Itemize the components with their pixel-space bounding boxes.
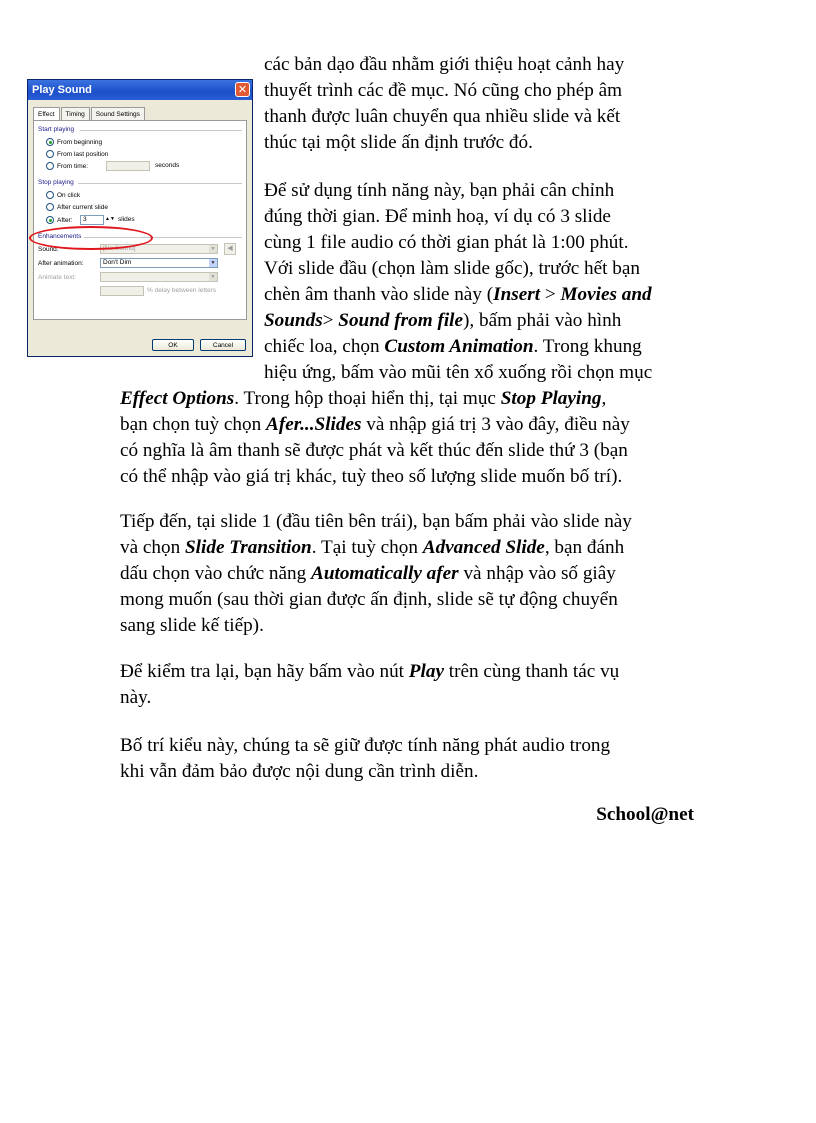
chevron-down-icon: ▼ (210, 260, 216, 266)
text-line (120, 282, 700, 308)
text-line (120, 308, 700, 334)
after-slides-input[interactable]: 3 (80, 215, 104, 225)
text-line (120, 130, 700, 156)
radio-off-icon (46, 191, 54, 199)
option-label: After current slide (57, 203, 108, 211)
text-line (120, 204, 700, 230)
text-line (120, 561, 700, 587)
emphasis-text: Custom Animation (384, 336, 534, 357)
signature: School@net (596, 804, 694, 825)
text-run: trên cùng thanh tác vụ (443, 661, 620, 682)
text-run: mong muốn (sau thời gian được ấn định, slide sẽ tự động chuyển (120, 589, 618, 610)
after-animation-label: After animation: (38, 260, 84, 267)
stop-playing-group: Stop playing (38, 179, 74, 186)
animate-text-label: Animate text: (38, 274, 76, 281)
emphasis-text: Movies and (560, 284, 652, 305)
text-line (120, 535, 700, 561)
text-run: > (322, 310, 339, 331)
text-run: có thể nhập vào giá trị khác, tuỳ theo số lượng slide muốn bố trí). (120, 466, 623, 487)
chevron-down-icon: ▼ (210, 274, 216, 280)
text-run: và nhập giá trị 3 vào đây, điều này (361, 414, 630, 435)
radio-on-click[interactable] (46, 191, 80, 199)
text-run: khi vẫn đảm bảo được nội dung cần trình diễn. (120, 761, 479, 782)
text-run: Để sử dụng tính năng này, bạn phải cân chỉnh (264, 180, 615, 201)
text-run: dấu chọn vào chức năng (120, 563, 312, 584)
text-run: này. (120, 687, 152, 708)
radio-off-icon (46, 203, 54, 211)
text-line (120, 52, 700, 78)
start-playing-group: Start playing (38, 126, 75, 133)
sound-label: Sound: (38, 246, 59, 253)
spin-icon[interactable]: ▲▼ (105, 216, 115, 222)
text-line (120, 386, 700, 412)
emphasis-text: Automatically afer (311, 563, 459, 584)
text-run: hiệu ứng, bấm vào mũi tên xổ xuống rồi chọn mục (264, 362, 653, 383)
slides-label: slides (118, 216, 135, 223)
emphasis-text: Stop Playing (500, 388, 602, 409)
paragraph-1 (120, 52, 700, 156)
text-run: chiếc loa, chọn (264, 336, 385, 357)
text-run: , bạn đánh (544, 537, 625, 558)
option-label: From last position (57, 150, 109, 158)
ok-button[interactable]: OK (152, 339, 194, 351)
paragraph-4 (120, 659, 700, 711)
enhancements-group: Enhancements (38, 233, 82, 240)
emphasis-text: Advanced Slide (422, 537, 545, 558)
close-icon[interactable]: ✕ (235, 82, 250, 97)
option-label: From time: (57, 162, 89, 170)
emphasis-text: Effect Options (120, 388, 235, 409)
option-label: From beginning (57, 138, 103, 146)
sound-value: [No Sound] (103, 245, 136, 252)
text-line (120, 78, 700, 104)
text-run: thanh được luân chuyển qua nhiều slide và kết (264, 106, 621, 127)
text-run: cùng 1 file audio có thời gian phát là 1:00 phút. (264, 232, 629, 253)
text-run: thúc tại một slide ấn định trước đó. (264, 132, 533, 153)
emphasis-text: Play (408, 661, 444, 682)
text-run: Tiếp đến, tại slide 1 (đầu tiên bên trái), bạn bấm phải vào slide này (120, 511, 632, 532)
text-run: Bố trí kiểu này, chúng ta sẽ giữ được tính năng phát audio trong (120, 735, 611, 756)
text-line (120, 613, 700, 639)
tab-effect[interactable]: Effect (33, 107, 60, 120)
text-line (120, 685, 700, 711)
from-time-input[interactable] (106, 161, 150, 171)
text-line (120, 334, 700, 360)
radio-after-slides[interactable] (46, 216, 73, 224)
radio-on-icon (46, 216, 54, 224)
radio-from-last-position[interactable] (46, 150, 108, 158)
text-run: và nhập vào số giây (458, 563, 616, 584)
option-label: On click (57, 191, 81, 199)
cancel-button[interactable]: Cancel (200, 339, 246, 351)
text-run: Với slide đầu (chọn làm slide gốc), trước hết bạn (264, 258, 640, 279)
paragraph-5 (120, 733, 700, 785)
text-line (120, 360, 700, 386)
speaker-icon[interactable]: ◀ (224, 243, 236, 255)
text-line (120, 438, 700, 464)
text-run: Để kiểm tra lại, bạn hãy bấm vào nút (120, 661, 409, 682)
text-run: bạn chọn tuỳ chọn (120, 414, 267, 435)
paragraph-2 (120, 178, 700, 490)
text-line (120, 256, 700, 282)
seconds-label: seconds (155, 162, 180, 169)
text-run: > (540, 284, 561, 305)
text-run: , (601, 388, 607, 409)
emphasis-text: Slide Transition (185, 537, 312, 558)
text-run: . Trong hộp thoại hiển thị, tại mục (234, 388, 501, 409)
radio-on-icon (46, 138, 54, 146)
text-run: . Tại tuỳ chọn (311, 537, 423, 558)
tab-sound-settings[interactable]: Sound Settings (91, 107, 145, 120)
emphasis-text: Afer...Slides (266, 414, 362, 435)
text-line (120, 464, 700, 490)
text-line (120, 412, 700, 438)
text-run: thuyết trình các đề mục. Nó cũng cho phép âm (264, 80, 623, 101)
radio-off-icon (46, 162, 54, 170)
text-line (120, 659, 700, 685)
text-line (120, 733, 700, 759)
option-label: After: (57, 216, 73, 224)
text-run: ), bấm phải vào hình (463, 310, 622, 331)
dialog-title: Play Sound (32, 84, 92, 96)
text-run: đúng thời gian. Để minh hoạ, ví dụ có 3 slide (264, 206, 611, 227)
text-run: và chọn (120, 537, 186, 558)
after-animation-value: Don't Dim (103, 259, 132, 266)
radio-off-icon (46, 150, 54, 158)
radio-from-beginning[interactable] (46, 138, 102, 146)
tab-timing[interactable]: Timing (61, 107, 90, 120)
radio-from-time[interactable] (46, 162, 88, 170)
chevron-down-icon: ▼ (210, 246, 216, 252)
emphasis-text: Insert (493, 284, 541, 305)
paragraph-3 (120, 509, 700, 639)
text-line (120, 759, 700, 785)
text-run: các bản dạo đầu nhằm giới thiệu hoạt cảnh hay (264, 54, 625, 75)
text-line (120, 587, 700, 613)
text-line (120, 178, 700, 204)
text-line (120, 509, 700, 535)
text-run: . Trong khung (533, 336, 642, 357)
text-line (120, 104, 700, 130)
delay-label: % delay between letters (147, 287, 217, 294)
text-line (120, 230, 700, 256)
text-run: có nghĩa là âm thanh sẽ được phát và kết thúc đến slide thứ 3 (bạn (120, 440, 628, 461)
radio-after-current-slide[interactable] (46, 203, 108, 211)
emphasis-text: Sound from file (338, 310, 464, 331)
emphasis-text: Sounds (264, 310, 323, 331)
text-run: chèn âm thanh vào slide này ( (264, 284, 494, 305)
text-run: sang slide kế tiếp). (120, 615, 264, 636)
